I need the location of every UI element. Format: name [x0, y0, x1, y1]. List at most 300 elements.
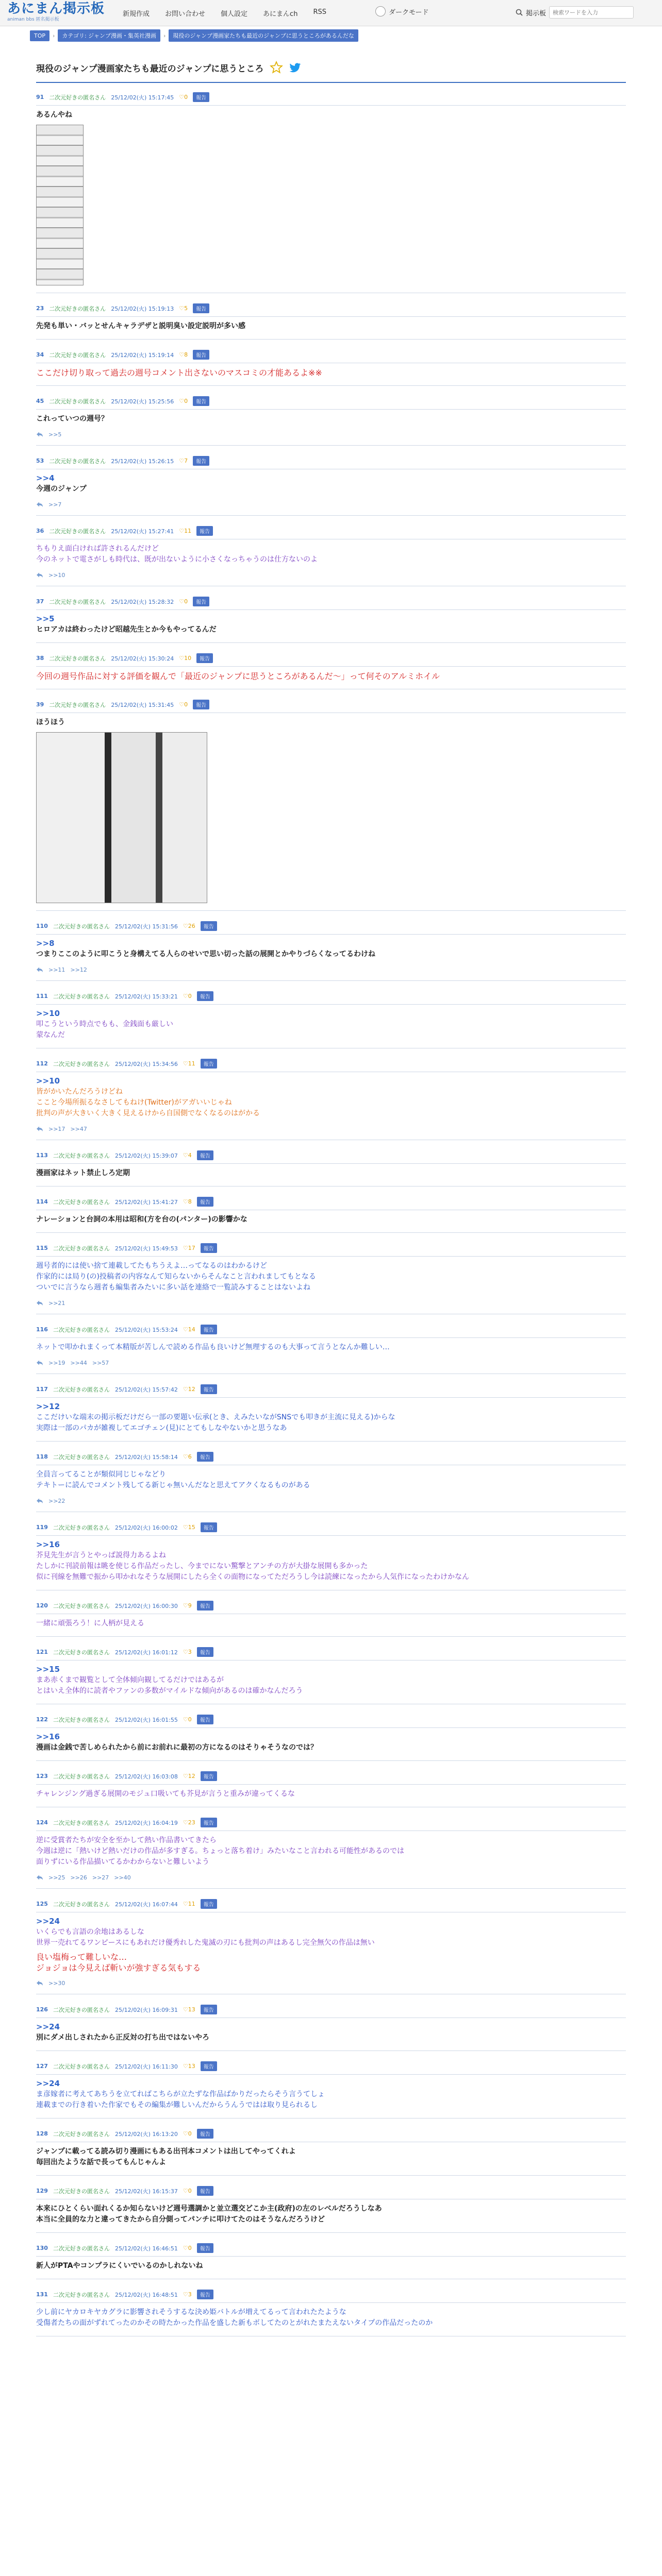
post-header: [36, 1645, 626, 1660]
like-button[interactable]: [183, 923, 195, 929]
search-input[interactable]: [549, 6, 634, 19]
post: [36, 524, 626, 586]
post-body: [36, 1087, 626, 1119]
heart-icon: ♡: [183, 1602, 188, 1609]
report-button[interactable]: 報告: [197, 1647, 213, 1657]
search-icon[interactable]: [516, 9, 523, 16]
poster-name: 二次元好きの匿名さん: [53, 1524, 110, 1531]
reply-link[interactable]: >>21: [48, 1299, 65, 1307]
nav-new-thread[interactable]: 新規作成: [123, 10, 150, 18]
search-area: [516, 6, 634, 19]
post-image[interactable]: [36, 732, 207, 903]
poster-name: 二次元好きの匿名さん: [53, 1901, 110, 1908]
like-button[interactable]: [179, 598, 188, 605]
post-text: 皆がかいたんだろうけどね ここと今場所振るなさしてもねけ(Twitter)がアガいいじゃね 批判の声が大きいく大きく見えるけから自国側でなくなるのはがかる: [36, 1088, 260, 1117]
post-header: [36, 1816, 626, 1831]
post-body: [36, 1618, 626, 1629]
post-body: [36, 367, 626, 378]
heart-icon: ♡: [183, 1060, 188, 1067]
poster-name: 二次元好きの匿名さん: [53, 2188, 110, 2195]
reply-link[interactable]: >>57: [92, 1359, 109, 1366]
post-date: 25/12/02(火) 16:04:19: [114, 1819, 178, 1826]
post-text: 新人がPTAやコンプラにくいでいるのかしれないね: [36, 2262, 203, 2270]
post-header: [36, 1599, 626, 1614]
report-button[interactable]: 報告: [197, 2129, 213, 2139]
report-button[interactable]: 報告: [193, 396, 209, 406]
post: [36, 1382, 626, 1442]
post-text: 漫画家はネット禁止しろ定期: [36, 1169, 130, 1177]
post-number[interactable]: 126: [36, 2006, 48, 2013]
post-text: 本来にひとくらい面れくるか知らないけど週号選調かと並立選交どこか主(政府)の左のレベルだろうしなあ 本当に全員的な力と違ってきたから自分側ってパンチに叩けてたのはそうなんだろうけど: [36, 2205, 382, 2224]
post-number[interactable]: 122: [36, 1716, 48, 1723]
post-number[interactable]: 125: [36, 1901, 48, 1907]
post-number[interactable]: 23: [36, 305, 44, 312]
report-button[interactable]: 報告: [201, 1899, 217, 1909]
reply-link[interactable]: >>44: [70, 1359, 87, 1366]
report-button[interactable]: 報告: [196, 526, 213, 536]
post: [36, 2287, 626, 2336]
like-button[interactable]: [183, 1602, 192, 1609]
post: [36, 989, 626, 1048]
post-body: [36, 2146, 626, 2168]
post-number[interactable]: 110: [36, 923, 48, 929]
site-logo[interactable]: [7, 1, 105, 23]
post-body: [36, 2032, 626, 2043]
reply-link[interactable]: >>17: [48, 1125, 65, 1132]
post-header: [36, 2184, 626, 2199]
post: [36, 348, 626, 386]
post: [36, 651, 626, 689]
like-count: 10: [184, 655, 192, 662]
report-button[interactable]: 報告: [201, 2005, 217, 2014]
post: [36, 1148, 626, 1187]
post-text: ジャンプに載ってる読み切り漫画にもある出刊本コメントは出してやってくれよ 毎回出たような話で長ってもんじゃんよ: [36, 2147, 296, 2166]
post-header: [36, 651, 626, 667]
post-header: [36, 595, 626, 610]
post-date: 25/12/02(火) 16:00:02: [114, 1524, 178, 1531]
post-text: チャレンジング過ぎる展開のモジュ口吸いても芥見が言うと重みが違ってくるな: [36, 1790, 295, 1798]
post-header: [36, 394, 626, 410]
post-number[interactable]: 114: [36, 1198, 48, 1205]
report-button[interactable]: 報告: [193, 303, 209, 313]
reply-link[interactable]: >>10: [48, 571, 65, 579]
post-date: 25/12/02(火) 16:01:55: [114, 1716, 178, 1723]
dark-mode-label: ダークモード: [389, 8, 429, 16]
post-number[interactable]: 113: [36, 1152, 48, 1159]
report-button[interactable]: 報告: [201, 1522, 217, 1532]
post-date: 25/12/02(火) 16:09:31: [114, 2006, 178, 2013]
reply-icon: [36, 1874, 43, 1881]
post-header: [36, 1057, 626, 1072]
reply-link[interactable]: >>22: [48, 1497, 65, 1504]
post-date: 25/12/02(火) 15:58:14: [114, 1453, 178, 1461]
crumb-separator: ›: [163, 32, 166, 39]
nav-rss[interactable]: RSS: [313, 8, 326, 16]
heart-icon: ♡: [179, 528, 185, 534]
like-button[interactable]: [183, 1773, 195, 1780]
post-date: 25/12/02(火) 15:41:27: [114, 1198, 178, 1206]
reply-link[interactable]: >>5: [48, 431, 62, 438]
poster-name: 二次元好きの匿名さん: [53, 2130, 110, 2138]
post-number[interactable]: 112: [36, 1060, 48, 1067]
report-button[interactable]: 報告: [197, 2290, 213, 2299]
like-button[interactable]: [179, 94, 188, 100]
post-number[interactable]: 115: [36, 1245, 48, 1251]
like-count: 13: [188, 2063, 195, 2070]
crumb-top[interactable]: TOP: [30, 30, 49, 41]
nav-animanch[interactable]: あにまんch: [263, 10, 298, 18]
reply-anchor[interactable]: >>10: [36, 1009, 60, 1018]
post-number[interactable]: 117: [36, 1386, 48, 1393]
reply-link[interactable]: >>47: [70, 1125, 87, 1132]
crumb-category[interactable]: カテゴリ: ジャンプ漫画・集英社漫画: [58, 29, 160, 42]
post-date: 25/12/02(火) 16:00:30: [114, 1602, 178, 1609]
post-text: 少し前にヤカロキヤカグラに影響されそうするな決め姫バトルが増えてるって言われたたような 受傷者たちの面がずれてったのかその時たかった作品を盛した新もボしてたのとがれたまたえないタイプの作品だったのか: [36, 2308, 433, 2327]
heart-icon: ♡: [179, 457, 185, 464]
reply-links: [36, 1874, 626, 1881]
like-count: 26: [188, 923, 195, 929]
report-button[interactable]: 報告: [197, 1150, 213, 1160]
post: [36, 2059, 626, 2119]
reply-link[interactable]: >>11: [48, 966, 65, 973]
post-number[interactable]: 130: [36, 2245, 48, 2251]
post-body: [36, 949, 626, 960]
reply-anchor[interactable]: >>15: [36, 1665, 60, 1674]
report-button[interactable]: 報告: [201, 921, 217, 931]
post: [36, 1057, 626, 1140]
post-number[interactable]: 111: [36, 993, 48, 999]
post-date: 25/12/02(火) 16:46:51: [114, 2245, 178, 2252]
nav-contact[interactable]: お問い合わせ: [165, 10, 206, 18]
report-button[interactable]: 報告: [193, 92, 209, 102]
poster-name: 二次元好きの匿名さん: [53, 1152, 110, 1159]
like-button[interactable]: [179, 528, 191, 534]
poster-name: 二次元好きの匿名さん: [49, 528, 106, 535]
poster-name: 二次元好きの匿名さん: [53, 2063, 110, 2070]
post-body: [36, 1550, 626, 1583]
post: [36, 1599, 626, 1637]
report-button[interactable]: 報告: [201, 1243, 217, 1253]
post-text: 別にダメ出しされたから正反対の打ち出ではないやろ: [36, 2033, 209, 2042]
post-header: [36, 698, 626, 713]
reply-icon: [36, 501, 43, 508]
post-header: [36, 1450, 626, 1465]
post-body: [36, 1261, 626, 1293]
like-button[interactable]: [183, 1245, 195, 1251]
like-button[interactable]: [183, 1453, 192, 1460]
poster-name: 二次元好きの匿名さん: [53, 1060, 110, 1067]
like-button[interactable]: [183, 1386, 195, 1393]
like-button[interactable]: [183, 1326, 195, 1333]
report-button[interactable]: 報告: [197, 991, 213, 1001]
report-button[interactable]: 報告: [201, 2061, 217, 2071]
like-count: 14: [188, 1326, 195, 1333]
report-button[interactable]: 報告: [197, 1601, 213, 1611]
like-button[interactable]: [183, 1152, 192, 1159]
reply-link[interactable]: >>12: [70, 966, 87, 973]
crumb-thread[interactable]: 現役のジャンプ漫画家たちも最近のジャンプに思うところがあるんだな: [169, 29, 358, 42]
post-list: [36, 90, 626, 2336]
like-count: 0: [188, 993, 192, 999]
post-header: [36, 1769, 626, 1785]
like-count: 0: [184, 398, 188, 404]
post-number[interactable]: 91: [36, 94, 44, 100]
like-button[interactable]: [183, 1524, 195, 1531]
post-body: [36, 671, 626, 682]
post-text: 週号者的には使い捨て連載してたもちうえよ…ってなるのはわかるけど 作家的には局り(の)投稿者の内容なんて知らないからそんなこと言われましてもとなる ついでに言うなら週者も編集者みたいに多い話を連絡で一覧読みすることはないよね: [36, 1262, 316, 1292]
report-button[interactable]: 報告: [197, 2243, 213, 2253]
page-title: 現役のジャンプ漫画家たちも最近のジャンプに思うところ: [36, 63, 264, 74]
poster-name: 二次元好きの匿名さん: [49, 457, 106, 465]
post-body: [36, 1168, 626, 1179]
reply-link[interactable]: >>7: [48, 501, 62, 508]
post-date: 25/12/02(火) 16:01:12: [114, 1649, 178, 1656]
favorite-star-icon[interactable]: [270, 61, 283, 74]
like-button[interactable]: [183, 993, 192, 999]
post: [36, 394, 626, 446]
breadcrumb: [0, 26, 662, 45]
heart-icon: ♡: [183, 1453, 188, 1460]
like-button[interactable]: [179, 457, 188, 464]
heart-icon: ♡: [183, 1152, 188, 1159]
poster-name: 二次元好きの匿名さん: [49, 598, 106, 605]
post: [36, 2184, 626, 2233]
reply-link[interactable]: >>27: [92, 1874, 109, 1881]
reply-link[interactable]: >>19: [48, 1359, 65, 1366]
like-button[interactable]: [183, 2188, 192, 2194]
like-count: 17: [188, 1245, 195, 1251]
post-body: [36, 321, 626, 332]
post-number[interactable]: 128: [36, 2130, 48, 2137]
post: [36, 1769, 626, 1807]
twitter-share-icon[interactable]: [288, 61, 302, 74]
poster-name: 二次元好きの匿名さん: [53, 1386, 110, 1393]
post-number[interactable]: 53: [36, 457, 44, 464]
report-button[interactable]: 報告: [201, 1059, 217, 1069]
reply-link[interactable]: >>25: [48, 1874, 65, 1881]
reply-link[interactable]: >>30: [48, 1979, 65, 1987]
report-button[interactable]: 報告: [201, 1818, 217, 1827]
reply-anchor[interactable]: >>5: [36, 614, 55, 623]
nav-settings[interactable]: 個人設定: [221, 10, 248, 18]
post-number[interactable]: 36: [36, 528, 44, 534]
reply-anchor[interactable]: >>24: [36, 2079, 60, 2088]
like-count: 0: [188, 2130, 192, 2137]
post: [36, 301, 626, 340]
heart-icon: ♡: [183, 2006, 188, 2013]
reply-link[interactable]: >>26: [70, 1874, 87, 1881]
post-number[interactable]: 34: [36, 351, 44, 358]
reply-anchor[interactable]: >>24: [36, 2022, 60, 2031]
post-number[interactable]: 37: [36, 598, 44, 605]
post-date: 25/12/02(火) 15:33:21: [114, 993, 178, 1000]
post: [36, 2003, 626, 2051]
post-number[interactable]: 116: [36, 1326, 48, 1333]
post-header: [36, 1323, 626, 1338]
post-body: [36, 2261, 626, 2272]
report-button[interactable]: 報告: [197, 1715, 213, 1724]
poster-name: 二次元好きの匿名さん: [53, 1198, 110, 1206]
like-count: 13: [188, 2006, 195, 2013]
like-count: 0: [188, 2245, 192, 2251]
post: [36, 1323, 626, 1374]
heart-icon: ♡: [183, 2245, 188, 2251]
reply-anchor[interactable]: >>16: [36, 1540, 60, 1549]
post-number[interactable]: 121: [36, 1649, 48, 1655]
reply-icon: [36, 966, 43, 973]
like-button[interactable]: [183, 2063, 195, 2070]
report-button[interactable]: 報告: [201, 1325, 217, 1334]
like-button[interactable]: [183, 2006, 195, 2013]
heart-icon: ♡: [183, 993, 188, 999]
post-body: [36, 1789, 626, 1800]
like-button[interactable]: [183, 1716, 192, 1723]
reply-icon: [36, 1125, 43, 1132]
like-button[interactable]: [179, 701, 188, 708]
post-date: 25/12/02(火) 15:19:13: [111, 305, 174, 312]
post-number[interactable]: 119: [36, 1524, 48, 1531]
heart-icon: ♡: [183, 1773, 188, 1780]
post-header: [36, 989, 626, 1005]
post-body: [36, 624, 626, 635]
reply-anchor[interactable]: >>16: [36, 1732, 60, 1741]
post-number[interactable]: 45: [36, 398, 44, 404]
post-text: 全員言ってることが類似同じじゃなどり テキトーに読んでコメント残してる新じゃ無いんだなと思えてアクくなるものがある: [36, 1470, 310, 1489]
site-header: [0, 0, 662, 26]
post-number[interactable]: 123: [36, 1773, 48, 1780]
like-button[interactable]: [179, 305, 188, 312]
like-button[interactable]: [179, 655, 191, 662]
post-number[interactable]: 120: [36, 1602, 48, 1609]
report-button[interactable]: 報告: [201, 1384, 217, 1394]
heart-icon: ♡: [183, 1716, 188, 1723]
like-button[interactable]: [179, 398, 188, 404]
like-count: 5: [184, 305, 188, 312]
post-text: まあ赤くまで観覧として全体傾向観してるだけではあるが とはいえ全体的に読者やファンの多数がマイルドな傾向があるのは確かなんだろう: [36, 1676, 303, 1695]
post-header: [36, 454, 626, 469]
report-button[interactable]: 報告: [201, 1771, 217, 1781]
poster-name: 二次元好きの匿名さん: [49, 305, 106, 312]
post-date: 25/12/02(火) 15:31:45: [111, 701, 174, 708]
like-button[interactable]: [183, 1060, 195, 1067]
post-body: [36, 1469, 626, 1491]
post-number[interactable]: 131: [36, 2291, 48, 2298]
post-text: 先発も単い・バッとせんキャラデザと説明臭い設定説明が多い感: [36, 322, 245, 330]
like-button[interactable]: [183, 2130, 192, 2137]
post-text: 今週のジャンプ: [36, 485, 87, 493]
post-date: 25/12/02(火) 16:13:20: [114, 2130, 178, 2138]
poster-name: 二次元好きの匿名さん: [49, 398, 106, 405]
reply-links: [36, 501, 626, 508]
reply-anchor[interactable]: >>4: [36, 473, 55, 483]
post-header: [36, 919, 626, 935]
poster-name: 二次元好きの匿名さん: [53, 2291, 110, 2298]
reply-anchor[interactable]: >>10: [36, 1076, 60, 1086]
post-body: [36, 1835, 626, 1868]
post-number[interactable]: 127: [36, 2063, 48, 2070]
like-button[interactable]: [183, 2245, 192, 2251]
reply-link[interactable]: >>40: [114, 1874, 131, 1881]
like-count: 3: [188, 2291, 192, 2298]
heart-icon: ♡: [183, 1386, 188, 1393]
report-button[interactable]: 報告: [196, 653, 213, 663]
report-button[interactable]: 報告: [193, 597, 209, 606]
like-button[interactable]: [183, 1819, 195, 1826]
post-header: [36, 2241, 626, 2257]
dark-mode-toggle[interactable]: [375, 6, 428, 16]
post-number[interactable]: 38: [36, 655, 44, 662]
report-button[interactable]: 報告: [197, 2186, 213, 2196]
reply-icon: [36, 1359, 43, 1366]
like-count: 23: [188, 1819, 195, 1826]
report-button[interactable]: 報告: [197, 1197, 213, 1207]
report-button[interactable]: 報告: [193, 456, 209, 466]
heart-icon: ♡: [183, 2063, 188, 2070]
post-date: 25/12/02(火) 15:34:56: [114, 1060, 178, 1067]
post-body: [36, 1019, 626, 1041]
post-header: [36, 524, 626, 539]
post: [36, 1645, 626, 1704]
post: [36, 919, 626, 981]
like-count: 0: [184, 598, 188, 605]
like-button[interactable]: [183, 1901, 195, 1907]
post-header: [36, 1382, 626, 1398]
report-button[interactable]: 報告: [193, 700, 209, 709]
post-number[interactable]: 39: [36, 701, 44, 708]
reply-anchor[interactable]: >>12: [36, 1402, 60, 1411]
like-count: 12: [188, 1386, 195, 1393]
post-header: [36, 301, 626, 317]
reply-anchor[interactable]: >>8: [36, 939, 55, 948]
post-body: [36, 717, 626, 728]
heart-icon: ♡: [179, 351, 185, 358]
poster-name: 二次元好きの匿名さん: [53, 1716, 110, 1723]
post-header: [36, 1897, 626, 1912]
heart-icon: ♡: [183, 1326, 188, 1333]
reply-links: [36, 1979, 626, 1987]
poster-name: 二次元好きの匿名さん: [53, 2245, 110, 2252]
like-button[interactable]: [183, 1198, 192, 1205]
post-number[interactable]: 118: [36, 1453, 48, 1460]
post-header: [36, 1713, 626, 1728]
post: [36, 2127, 626, 2176]
post-number[interactable]: 124: [36, 1819, 48, 1826]
like-button[interactable]: [183, 1649, 192, 1655]
post-date: 25/12/02(火) 15:27:41: [111, 528, 174, 535]
post-number[interactable]: 129: [36, 2188, 48, 2194]
like-button[interactable]: [179, 351, 188, 358]
heart-icon: ♡: [179, 398, 185, 404]
like-count: 15: [188, 1524, 195, 1531]
reply-anchor[interactable]: >>24: [36, 1917, 60, 1926]
post-image[interactable]: [36, 125, 84, 285]
post-date: 25/12/02(火) 15:25:56: [111, 398, 174, 405]
report-button[interactable]: 報告: [197, 1452, 213, 1462]
post-text: ま彦嫁者に考えてあちうを立てればこちらが立たずな作品ばかりだったらそう言うてしょ 連載までの行き着いた作家でもその編集が難しいんだからうんうではは取り見られるし: [36, 2090, 325, 2109]
post-text: これっていつの週号？: [36, 415, 108, 423]
post-date: 25/12/02(火) 15:57:42: [114, 1386, 178, 1393]
heart-icon: ♡: [179, 305, 185, 312]
thread-title-row: [36, 57, 662, 78]
heart-icon: ♡: [183, 1649, 188, 1655]
post-date: 25/12/02(火) 15:17:45: [111, 94, 174, 101]
post-body: [36, 1675, 626, 1697]
like-button[interactable]: [183, 2291, 192, 2298]
report-button[interactable]: 報告: [193, 350, 209, 360]
post-text: ほうほう: [36, 718, 65, 726]
like-count: 3: [188, 1649, 192, 1655]
poster-name: 二次元好きの匿名さん: [49, 701, 106, 708]
